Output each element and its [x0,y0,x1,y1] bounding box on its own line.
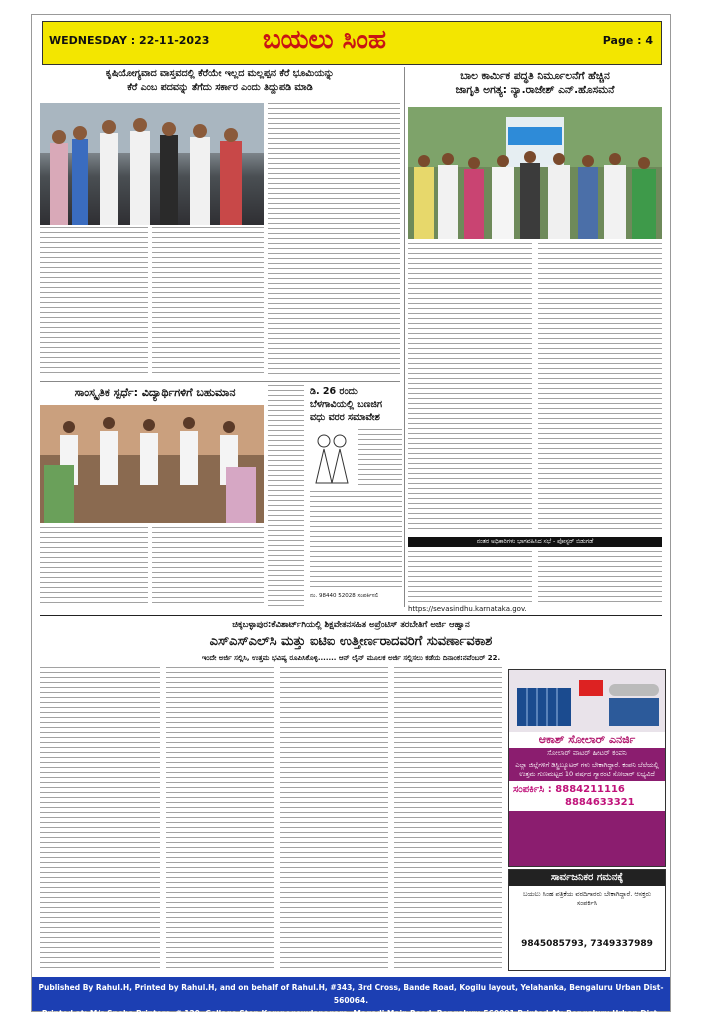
story5-body-col4 [394,667,502,969]
notice-phones: 9845085793, 7349337989 [521,939,653,949]
public-notice-ad [508,869,666,971]
story4-body-col2 [310,491,402,591]
newspaper-page [31,14,671,1031]
students-award-image [40,405,264,523]
story3-headline: ಸಾಂಸ್ಕೃತಿಕ ಸ್ಪರ್ಧೆ: ವಿದ್ಯಾರ್ಥಿಗಳಿಗೆ ಬಹುಮಾನ [74,386,236,399]
story3-body-col2 [152,527,264,607]
column-divider [404,67,405,607]
story2-body-col4 [538,551,662,603]
solar-body: ಎಲ್ಲಾ ಜಿಲ್ಲೆಗಳಿಗೆ ಡಿಸ್ಟ್ರಿಬ್ಯೂಟರ್ ಗಳು ಬೇಕಾಗಿದ್ದಾರೆ. ಕಂಪನಿ ಬೆಲೆಯಲ್ಲಿ ಉತ್ತಮ ಗುಣಮಟ್ಟದ 10 ವರ್ಷದ ಗ್ಯಾರಂಟಿ ಸೋಲಾರ್ ಲಭ್ಯವಿದೆ [515,761,659,778]
story5-body-col2 [166,667,274,969]
story2-body-col2 [538,243,662,533]
story2-headline: ಬಾಲ ಕಾರ್ಮಿಕ ಪದ್ಧತಿ ನಿರ್ಮೂಲನೆಗೆ ಹೆಚ್ಚಿನ ಜಾಗೃತಿ ಅಗತ್ಯ: ನ್ಯಾ.ರಾಜೇಶ್ ಎನ್.ಹೊಸಮನೆ [455,70,615,96]
notice-body: ಬಯಲು ಸಿಂಹ ಪತ್ರಿಕೆಯ ವರದಿಗಾರರು ಬೇಕಾಗಿದ್ದಾರೆ. ಆಸಕ್ತರು ಸಂಪರ್ಕಿಸಿ [522,890,652,907]
solar-advertisement [508,669,666,867]
imprint-line-2: Printed at: M/s Sneha Printers, # 129, Collage Stop Kempegowdanagara, Magadi Main Road, Bengaluru-560091 Printed At: Bengaluru Urban Dist. Editor: Rahul.H. [41,1009,661,1031]
story1-body-col2 [152,227,264,377]
story4-contact: ನಂ. 98440 52028 ಸಂಪರ್ಕಿಸಲಿ [310,593,379,599]
sevasindhu-link[interactable]: https://sevasindhu.karnataka.gov. [408,605,527,613]
issue-date: WEDNESDAY : 22-11-2023 [49,34,210,47]
solar-phone-2: 8884633321 [565,797,635,808]
story4-body-col1 [358,429,402,489]
section-divider [40,615,662,616]
story3-photo [40,405,264,523]
story5-body-col3 [280,667,388,969]
story1-photo [40,103,264,225]
wedding-couple-icon [310,429,354,485]
event-photo-image [408,107,662,239]
story5-subhead: ಇಂದೇ ಅರ್ಜಿ ಸಲ್ಲಿಸಿ, ಉತ್ತಮ ಭವಿಷ್ಯ ರೂಪಿಸಿಕೊಳ್ಳಿ....... ಆನ್ ಲೈನ್ ಮೂಲಕ ಅರ್ಜಿ ಸಲ್ಲಿಸಲು ಕಡೆಯ ದಿನಾಂಕ:ನವೆಂಬರ್ 22. [201,654,501,662]
story5-headline: ಎಸ್‌ಎಸ್‌ಎಲ್‌ಸಿ ಮತ್ತು ಐಟಿಐ ಉತ್ತೀರ್ಣರಾದವರಿಗೆ ಸುವರ್ಣಾವಕಾಶ [209,634,493,649]
solar-heater-image [509,670,665,732]
masthead [42,21,662,65]
story4-headline: ಡಿ. 26 ರಂದು ಬೆಳಗಾವಿಯಲ್ಲಿ ಬಣಜಿಗ ವಧು ವರರ ಸಮಾವೇಶ [310,386,383,423]
row-divider [40,381,400,382]
story5-kicker: ಚಿಕ್ಕಬಳ್ಳಾಪುರ:ಕೆವಿಶಾರ್ಟ್‌ಗಿಯಲ್ಲಿ ಶಿಕ್ಷವೇತನಸಹಿತ ಅಪ್ರೆಂಟಿಸ್ ತರಬೇತಿಗೆ ಅರ್ಜಿ ಆಹ್ವಾನ [232,620,470,630]
solar-phone-1: 8884211116 [555,784,625,795]
people-group-image [40,103,264,225]
imprint-footer [32,977,670,1031]
story3-body-col1 [40,527,148,607]
story2-body-col1 [408,243,532,533]
story2-body-col3 [408,551,532,603]
story1-body-col3 [268,103,400,377]
solar-contact: ಸಂಪರ್ಕಿಸಿ : 8884211116 8884633321 [509,781,665,811]
solar-brand: ಆಕಾಶ್ ಸೋಲಾರ್ ಎನರ್ಜಿ [509,732,665,748]
story2-caption: ನಂತರ ಅಧಿಕಾರಿಗಳು ಭಾಗವಹಿಸಿದ ಸಭೆ - ಪೋಸ್ಟರ್ ಬಿಡುಗಡೆ [408,537,662,547]
notice-title: ಸಾರ್ವಜನಿಕರ ಗಮನಕ್ಕೆ [509,870,665,886]
story1-body-col1 [40,227,148,377]
story3-body-col3 [268,385,304,607]
imprint-line-1: Published By Rahul.H, Printed by Rahul.H, and on behalf of Rahul.H, #343, 3rd Cross, Bande Road, Kogilu layout, Yelahanka, Bengaluru Urban Dist-560064. [38,983,664,1005]
story4-illustration [310,429,354,485]
story1-headline: ಕೃಷಿಯೋಗ್ಯವಾದ ವಾಸ್ತವದಲ್ಲಿ ಕೆರೆಯೇ ಇಲ್ಲದ ಮಲ್ಲಪ್ಪನ ಕೆರೆ ಭೂಮಿಯನ್ನು ಕೆರೆ ಎಂಬ ಪದವನ್ನು ತೆಗೆದು ಸರ್ಕಾರ ಎಂದು ತಿದ್ದುಪಡಿ ಮಾಡಿ [105,68,335,93]
page-number: Page : 4 [602,34,653,47]
story5-body-col1 [40,667,160,969]
story2-photo [408,107,662,239]
solar-tagline: ಸೋಲಾರ್ ವಾಟರ್ ಹೀಟರ್ ಕಂಪನಿ [547,749,627,757]
newspaper-title: ಬಯಲು ಸಿಂಹ [263,25,386,55]
